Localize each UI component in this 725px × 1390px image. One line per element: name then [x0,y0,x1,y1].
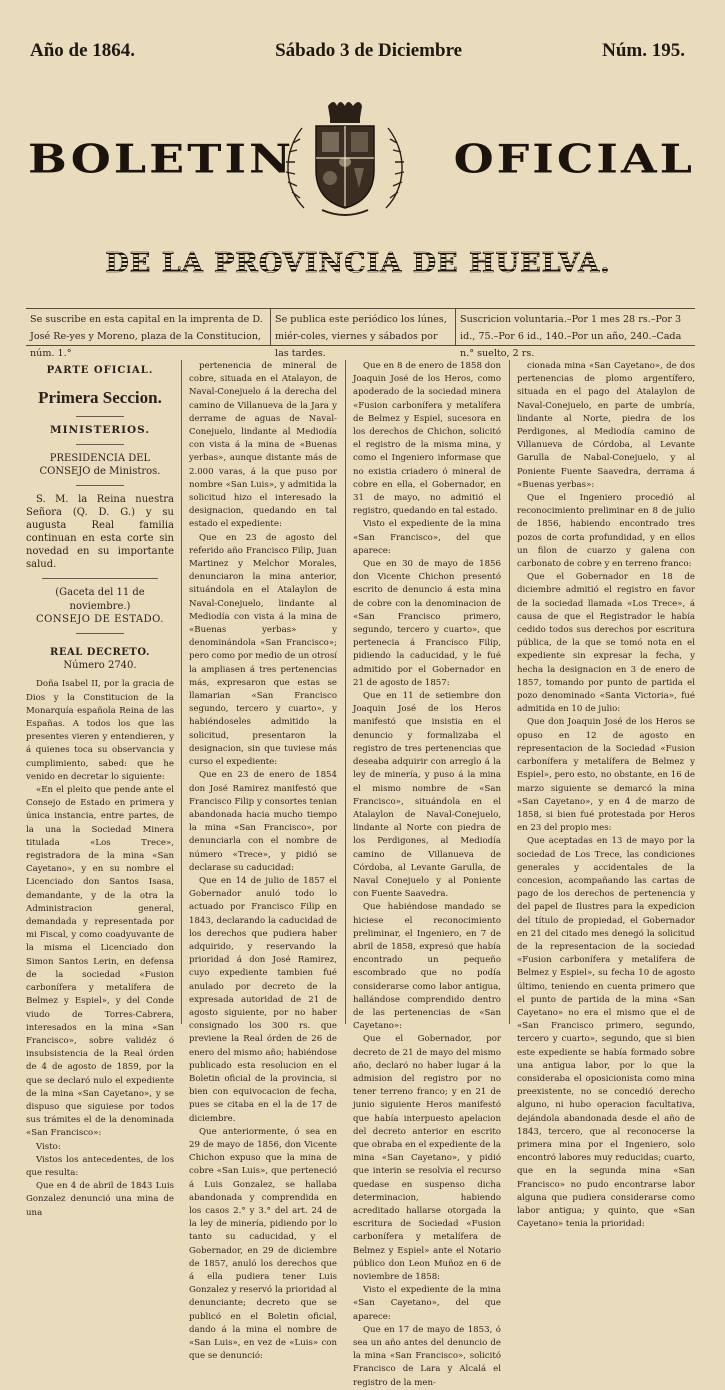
paragraph: Visto el expediente de la mina «San Francisco», del que aparece: [353,519,501,556]
paragraph: Que el Gobernador en 18 de diciembre admitió el registro en favor de la sociedad llamada «Los Trece», á causa de que el Registrador le había cedido todos sus derechos por escritura pública, de la que se tomó nota en el expediente sin expresar la fecha, y hecha la designacion en 3 de enero de 1857, tomando por punto de partida el pozo denominado «Santa Victoria», fué admitida en 10 de julio: [517,572,695,715]
gaceta-source: (Gaceta del 11 de noviembre.) [55,587,145,612]
issue-year: Año de 1864. [30,40,136,61]
column-4 [517,360,695,1230]
paragraph: Que habiéndose mandado se hiciese el reconocimiento preliminar, el Ingeniero, en 7 de abril de 1858, expresó que había encontrado un pequeño escombrado que no podía considerarse como labor antigua, hallándose comprendido dentro de las pertenencias de «San Cayetano»: [353,902,501,1032]
divider [76,416,124,417]
publication-days: Se publica este periódico los lúnes, miér-coles, viernes y sábados por las tardes. [271,309,456,345]
divider [42,578,158,579]
paragraph: Que en 23 de agosto del referido año Francisco Filip, Juan Martinez y Melchor Morales, denunciaron la mina anterior, situándola en el Atalaylon de Naval-Conejuelo, lindante al Mediodía con vista á la mina de «Buenas yerbas» y denominándola «San Francisco»; pero como por medio de un otrosí la ampliasen á tres pertenencias más, expresaron que estas se llamarian «San Francisco segundo, tercero y cuarto», y habiéndoseles admitido la solicitud, presentaron la designacion, sin que tuviese más curso el expediente: [189,532,337,768]
paragraph: pertenencia de mineral de cobre, situada en el Atalayon, de Naval-Conejuelo á la derecha del camino de Villanueva de la Jara y derrame de aguas de Naval-Conejuelo, lindante al Mediodía con vista á la mina de «Buenas yerbas», aunque distante más de 2.000 varas, á la que puso por nombre «San Luis», y admitida la solicitud hizo el interesado la designacion, quedando en tal estado el expediente: [189,361,337,530]
paragraph: Que en 8 de enero de 1858 don Joaquin José de los Heros, como apoderado de la sociedad minera «Fusion carbonífera y metalífera de Belmez y Espiel, sucesora en los derechos de Chichon, solicitó el registro de la misma mina, y como el Ingeniero informase que no existia criadero ó mineral de cobre en ella, el Gobernador, en 31 de mayo, no admitió el registro, quedando en tal estado. [353,361,501,517]
title-boletin: BOLETIN [28,136,295,182]
royal-health-notice: S. M. la Reina nuestra Señora (Q. D. G.) y su augusta Real familia continuan en esta corte sin novedad en su importante salud. [26,494,174,571]
consejo-heading: CONSEJO DE ESTADO. [36,613,164,625]
paragraph: Que don Joaquin José de los Heros se opuso en 12 de agosto en representacion de la Sociedad «Fusion carbonífera y metalífera de Belmez y Espiel», pero esto, no obstante, en 16 de marzo siguiente se demarcó la mina «San Cayetano», y en 4 de marzo de 1858, si bien fué protestada por Heros en 23 del propio mes: [517,717,695,834]
masthead [26,100,695,220]
paragraph: Que anteriormente, ó sea en 29 de mayo de 1856, don Vicente Chichon expuso que la mina de cobre «San Luis», que perteneció á Luis Gonzalez, se hallaba abandonada y comprendida en los casos 2.° y 3.° del art. 24 de la ley de minería, pidiendo por lo tanto su caducidad, y el Gobernador, en 29 de diciembre de 1857, anuló los derechos que á ella pudiera tener Luis Gonzalez y reservó la prioridad al denunciante; decreto que se publicó en el Boletin oficial, dando á la mina el nombre de «San Luis», en vez de «Luis» con que se denunció: [189,1126,337,1362]
paragraph: Vistos los antecedentes, de los que resulta: [26,1154,174,1178]
coat-of-arms-icon [264,98,426,220]
column-rule [509,360,510,1024]
subscription-prices: Suscricion voluntaria.–Por 1 mes 28 rs.–Por 3 id., 75.–Por 6 id., 140.–Por un año, 240.–Cada n.° suelto, 2 rs. [460,314,682,359]
paragraph: Visto: [36,1141,61,1152]
decreto-number: Número 2740. [63,660,137,672]
subtitle [78,248,638,279]
column-2 [189,360,337,1362]
paragraph: Que en 17 de mayo de 1853, ó sea un año antes del denuncio de la mina «San Francisco», solicitó Francisco de Lara y Alcalá el registro de la men- [353,1324,501,1388]
paragraph: Que aceptadas en 13 de mayo por la sociedad de Los Trece, las condiciones generales y accidentales de la concesion, acompañando las cartas de pago de los derechos de pertenencia y del papel de Ilustres para la expedicion del título de propiedad, el Gobernador en 21 del citado mes denegó la solicitud de la representacion de la sociedad «Fusion carbonífera y metalífera de Belmez y Espiel», su fecha 10 de agosto último, teniendo en cuenta primero que el punto de partida de la mina «San Cayetano» no era el mismo que el de «San Francisco primero, segundo, tercero y cuarto», segundo, que si bien este expediente se había formado sobre una antigua labor, por lo que la consideraba el oposicionista como mina preexistente, no se concedió derecho alguno, ni hubo operacion facultativa, dejándola abandonada desde el año de 1843, tercero, que al reconocerse la primera mina por el Ingeniero, solo encontró labores muy reducidas; cuarto, que en la segunda mina «San Francisco» no pudo encontrarse labor alguna que pudiera considerarse como labor antigua; y quinto, que «San Cayetano» tenia la prioridad: [517,836,695,1230]
paragraph: Que en 4 de abril de 1843 Luis Gonzalez denunció una mina de una [26,1181,174,1218]
paragraph: Que el Ingeniero procedió al reconocimiento preliminar en 8 de julio de 1856, habiendo encontrado tres pozos de corta profundidad, y en ellos un filon de cuarzo y galena con carbonato de cobre y en terreno franco: [517,493,695,570]
subscription-bar [26,308,695,359]
paragraph: Visto el expediente de la mina «San Cayetano», del que aparece: [353,1285,501,1322]
column-rule [181,360,182,1024]
paragraph: cionada mina «San Cayetano», de dos pertenencias de plomo argentífero, situada en el pago del Atalaylon de Naval-Conejuelo, en parte de umbría, lindante al Norte, piedra de los Perdigones, al Mediodía camino de Villanueva de Córdoba, al Levante Garulla de Nabal-Conejuelo, y al Poniente Fuente Saavedra, derrama á «Buenas yerbas»: [517,361,695,490]
divider [76,633,124,634]
column-3 [353,360,501,1388]
subtitle-text: DE LA PROVINCIA DE HUELVA. [105,248,611,279]
paragraph: Que en 14 de julio de 1857 el Gobernador anuló todo lo actuado por Francisco Filip en 1843, declarando la caducidad de los derechos que pudiera haber adquirido, y reservando la prioridad á don José Ramirez, cuyo expediente tambien fué anulado por decreto de la expresada autoridad de 21 de agosto siguiente, por no haber consignado los 300 rs. que previene la Real órden de 26 de enero del mismo año; habiéndose publicado esta resolucion en el Boletin oficial de la provincia, si bien con equivocacion de fecha, pues se citaba en el la de 17 de diciembre. [189,875,337,1124]
paragraph: Que el Gobernador, por decreto de 21 de mayo del mismo año, declaró no haber lugar á la admision del registro por no tener terreno franco; y en 21 de junio siguiente Heros manifestó que había interpuesto apelacion del decreto anterior en escrito que obraba en el expediente de la mina «San Cayetano», y pidió que interin se resolvia el recurso quedase en suspenso dicha determinacion, habiendo acreditado hallarse otorgada la escritura de Sociedad «Fusion carbonífera y metalífera de Belmez y Espiel» ante el Notario público don Leon Muñoz en 6 de noviembre de 1858: [353,1034,501,1283]
column-rule [345,360,346,1024]
issue-date: Sábado 3 de Diciembre [275,40,463,61]
section-label: PARTE OFICIAL. [46,365,154,376]
paragraph: «En el pleito que pende ante el Consejo de Estado en primera y única instancia, entre partes, de la una la Sociedad Minera titulada «Los Trece», registradora de la mina «San Cayetano», y en su nombre el Licenciado don Santos Isasa, demandante, y de la otra la Administracion general, demandada y representada por mi Fiscal, y como coadyuvante de la misma el Licenciado don Simon Santos Lerin, en defensa de la sociedad «Fusion carbonífera y metalífera de Belmez y Espiel», y del Conde viudo de Torres-Cabrera, interesados en la mina «San Francisco», sobre validéz ó insubsistencia de la Real órden de 4 de agosto de 1859, por la que se declaró nulo el expediente de la mina «San Cayetano», y se dispuso que siguiese por todos sus trámites el de la denominada «San Francisco»: [26,785,174,1139]
issue-number: Núm. 195. [602,40,685,61]
article-columns [26,360,695,1388]
divider [76,485,124,486]
paragraph: Que en 30 de mayo de 1856 don Vicente Chichon presentó escrito de denuncio á esta mina de cobre con la denominacion de «San Francisco primero, segundo, tercero y cuarto», que pertenecia á Francisco Filip, pidiendo la caducidad, y le fué admitido por el Gobernador en 21 de agosto de 1857: [353,559,501,688]
presidencia-heading: PRESIDENCIA DEL CONSEJO de Ministros. [39,453,161,478]
column-1 [26,360,174,1218]
decreto-heading: REAL DECRETO. [50,647,150,659]
divider [76,444,124,445]
paragraph: Que en 11 de setiembre don Joaquin José de los Heros manifestó que insistia en el denuncio y formalizaba el registro de tres pertenencias que deseaba adquirir con arreglo á la ley de minería, y puso á la mina el mismo nombre de «San Francisco», situándola en el Atalaylon de Naval-Conejuelo, lindante al Norte con piedra de los Perdigones, al Mediodía camino de Villanueva de Córdoba, al Levante Garulla, de Naval Conejuelo y al Poniente con Fuente Saavedra. [353,691,501,900]
subscription-where: Se suscribe en esta capital en la imprenta de D. José Re-yes y Moreno, plaza de la Constitucion, núm. 1.° [26,309,271,345]
paragraph: Que en 23 de enero de 1854 don José Ramirez manifestó que Francisco Filip y consortes tenian abandonada hacia mucho tiempo la mina «San Francisco», por denunciarla con el nombre de número «Trece», y pidió se declarase su caducidad: [189,770,337,873]
masthead-top-line [30,40,685,66]
paragraph: Doña Isabel II, por la gracia de Dios y la Constitucion de la Monarquía española Reina de las Españas. A todos los que las presentes vieren y entendieren, y á quienes toca su observancia y cumplimiento, sabed: que he venido en decretar lo siguiente: [26,679,174,782]
ministerios-heading: MINISTERIOS. [49,424,151,437]
section-heading: Primera Seccion. [38,388,162,408]
title-oficial: OFICIAL [453,136,695,182]
